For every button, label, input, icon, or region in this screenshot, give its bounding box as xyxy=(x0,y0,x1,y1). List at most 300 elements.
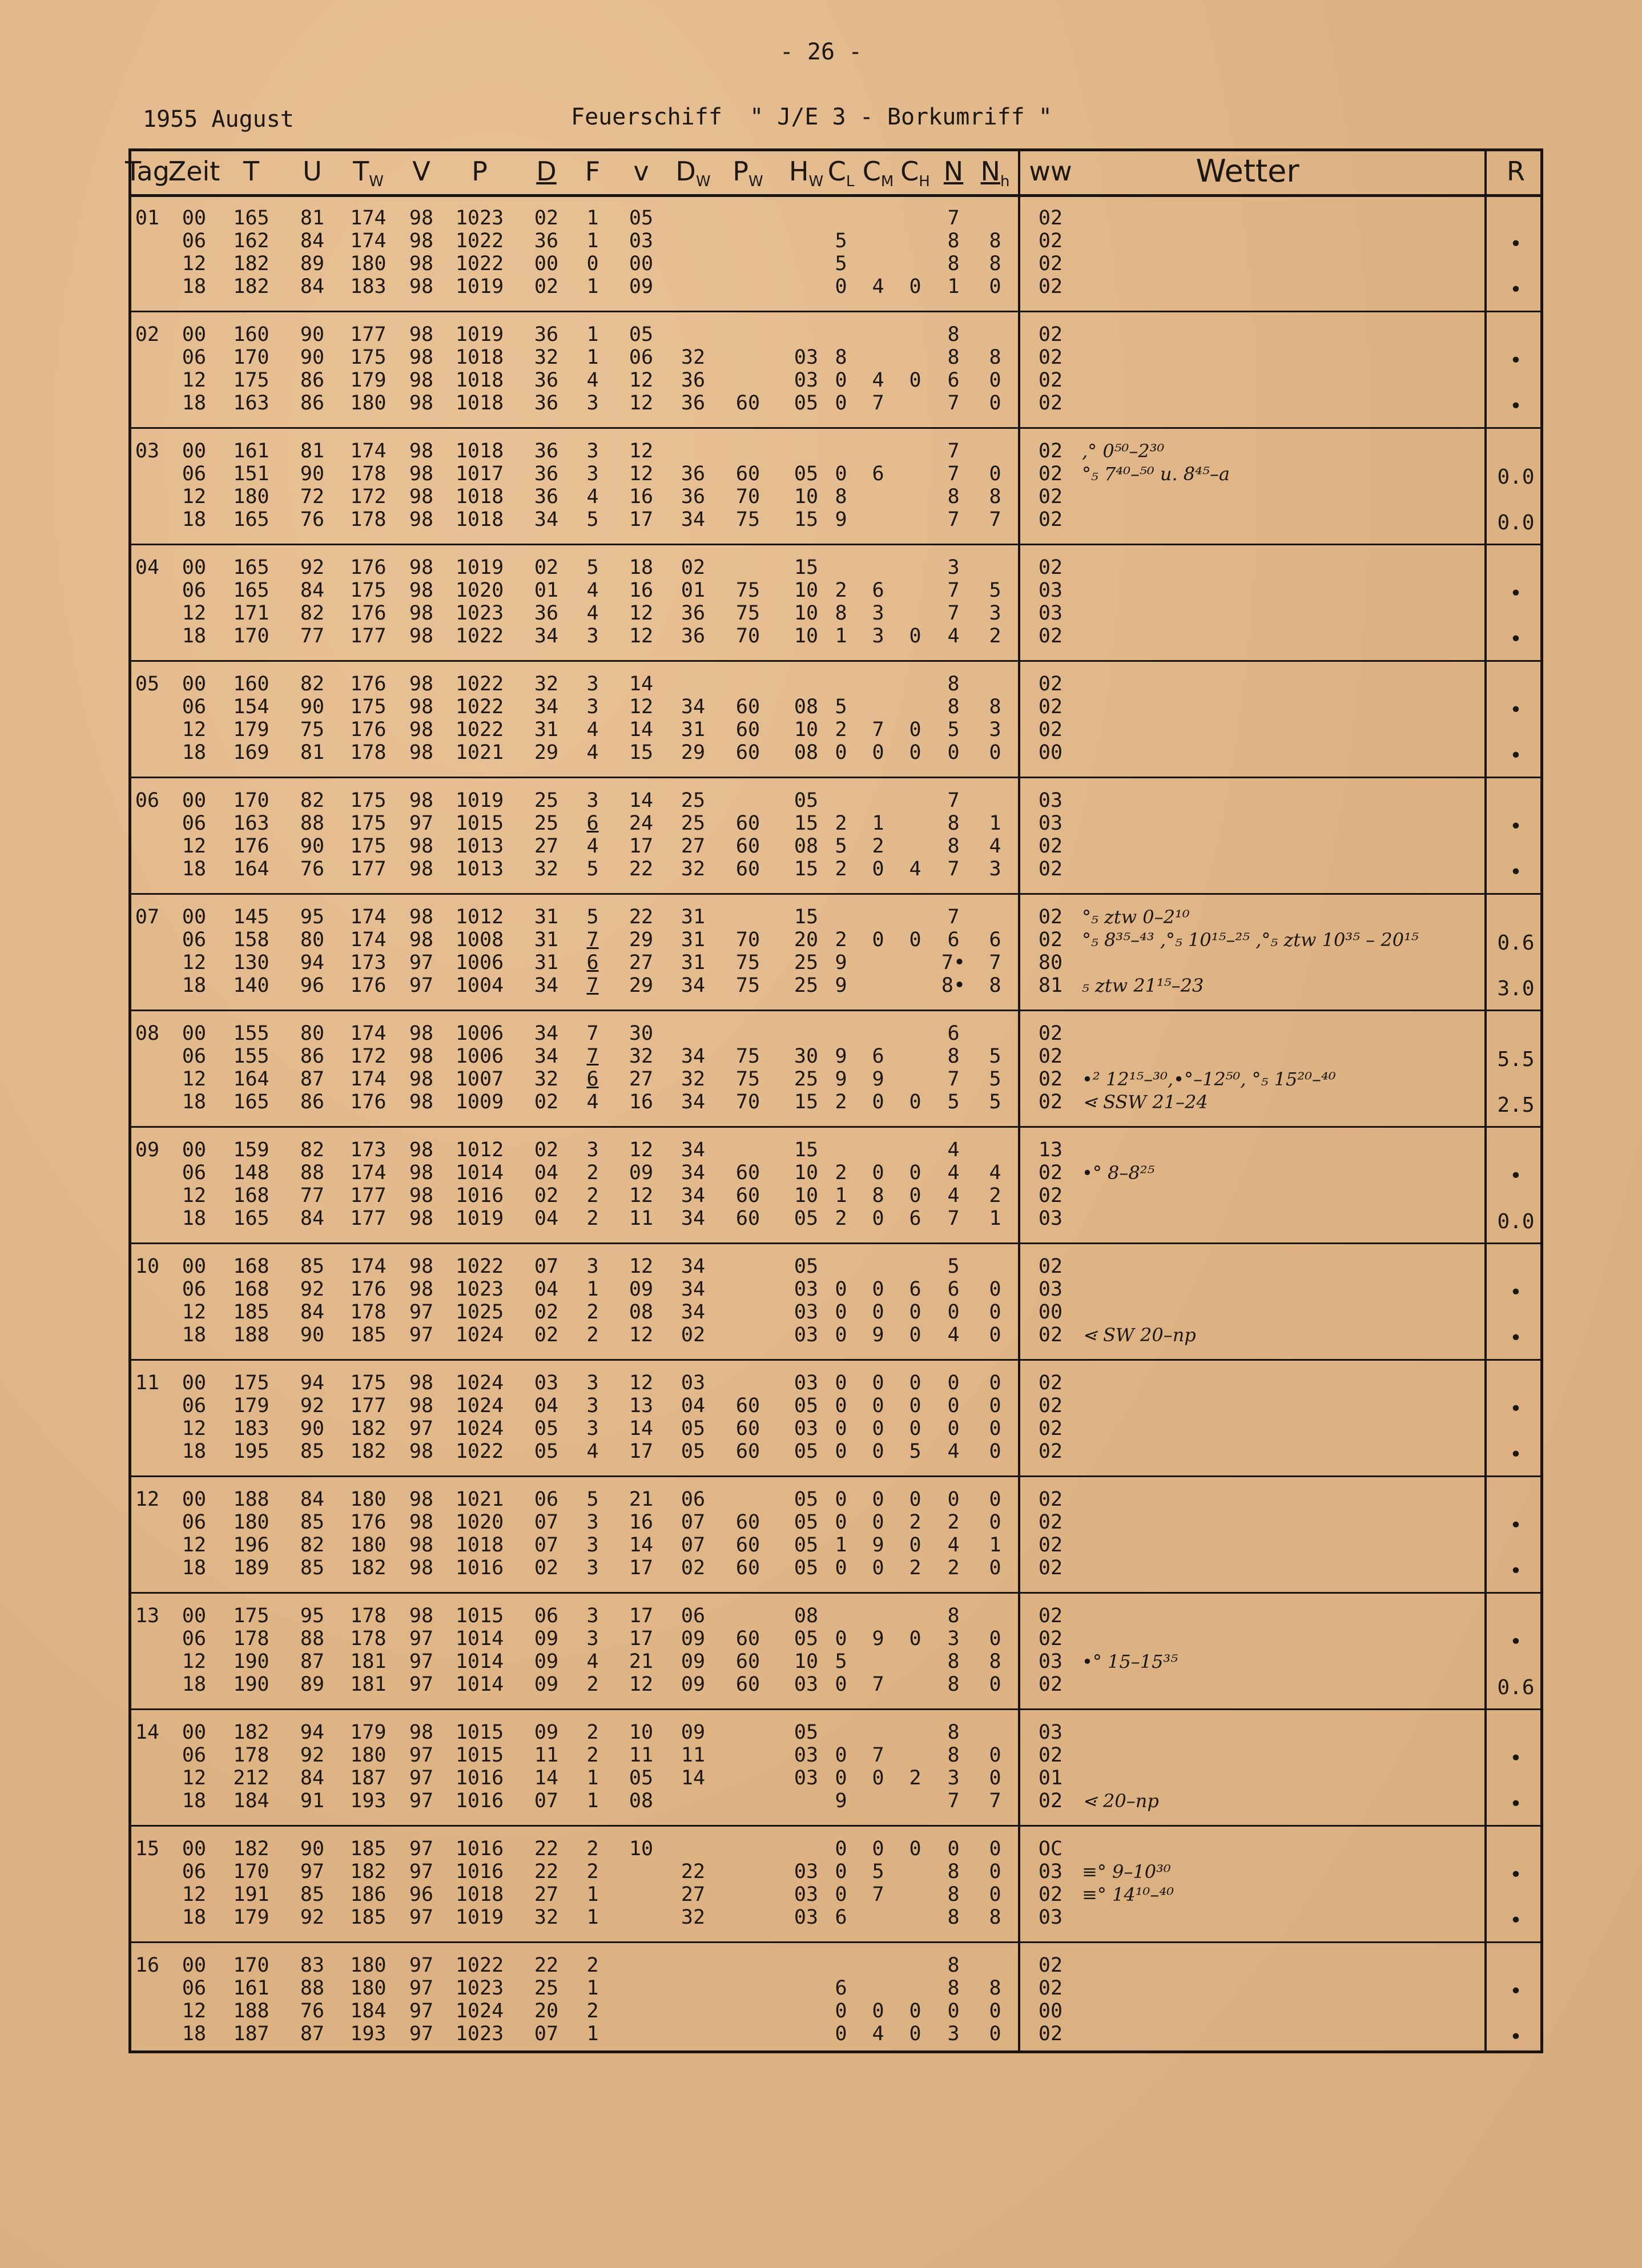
obs-cell: 3 xyxy=(586,1534,599,1557)
obs-cell: 2 xyxy=(586,1860,599,1883)
obs-cell: 25 xyxy=(794,1068,819,1091)
obs-cell: 82 xyxy=(300,1534,325,1557)
obs-cell: 168 xyxy=(233,1278,269,1301)
obs-cell: 4 xyxy=(586,1650,599,1673)
obs-cell: 1016 xyxy=(455,1837,504,1860)
obs-cell: 8 xyxy=(835,346,847,369)
obs-cell: 4 xyxy=(586,741,599,764)
obs-cell: 0 xyxy=(835,741,847,764)
obs-cell: 25 xyxy=(534,789,559,812)
precip-amount: 0.6 xyxy=(1497,931,1535,955)
obs-cell: 0 xyxy=(947,1488,960,1511)
header-date: 1955 August xyxy=(143,106,294,132)
obs-cell: 4 xyxy=(586,579,599,602)
obs-cell: 12 xyxy=(182,1184,207,1207)
obs-cell: 03 xyxy=(681,1372,706,1394)
obs-cell: 1 xyxy=(989,1207,1001,1230)
obs-cell: 1 xyxy=(586,1977,599,2000)
obs-cell: 02 xyxy=(1038,1954,1063,1977)
obs-cell: 12 xyxy=(629,463,654,485)
obs-cell: 2 xyxy=(835,579,847,602)
obs-cell: 75 xyxy=(735,1045,760,1068)
obs-cell: 1024 xyxy=(455,1324,504,1346)
obs-cell: 8 xyxy=(947,1883,960,1906)
obs-cell: 02 xyxy=(1038,440,1063,463)
obs-cell: 02 xyxy=(534,275,559,298)
obs-cell: 05 xyxy=(794,1488,819,1511)
obs-cell: 02 xyxy=(1038,485,1063,508)
obs-cell: 82 xyxy=(300,1139,325,1161)
obs-cell: 98 xyxy=(409,1394,434,1417)
obs-cell: 07 xyxy=(534,1790,559,1812)
obs-cell: 10 xyxy=(794,485,819,508)
obs-cell: 1015 xyxy=(455,1721,504,1744)
obs-cell: 97 xyxy=(409,1767,434,1790)
obs-cell: 34 xyxy=(534,508,559,531)
column-header-label: P xyxy=(472,156,488,187)
obs-cell: 00 xyxy=(182,556,207,579)
obs-cell: 15 xyxy=(794,556,819,579)
obs-cell: 1022 xyxy=(455,1954,504,1977)
obs-cell: 97 xyxy=(409,812,434,835)
obs-cell: 1019 xyxy=(455,323,504,346)
obs-cell: 1016 xyxy=(455,1767,504,1790)
obs-cell: 32 xyxy=(534,858,559,880)
obs-cell: 0 xyxy=(835,275,847,298)
obs-cell: 5 xyxy=(947,718,960,741)
day-separator xyxy=(128,427,1543,429)
obs-cell: 02 xyxy=(1038,718,1063,741)
obs-cell: 98 xyxy=(409,230,434,252)
obs-cell: 172 xyxy=(350,1045,387,1068)
obs-cell: 13 xyxy=(629,1394,654,1417)
obs-cell: 0 xyxy=(909,928,921,951)
obs-cell: 05 xyxy=(794,1207,819,1230)
obs-cell: 84 xyxy=(300,1207,325,1230)
obs-cell: 8 xyxy=(947,1605,960,1627)
obs-cell: 1 xyxy=(586,1278,599,1301)
precip-dot: • xyxy=(1510,1164,1522,1188)
obs-cell: 00 xyxy=(182,1721,207,1744)
obs-cell: 02 xyxy=(534,1301,559,1324)
obs-cell: 174 xyxy=(350,1022,387,1045)
obs-cell: 90 xyxy=(300,1837,325,1860)
obs-cell: 22 xyxy=(681,1860,706,1883)
obs-cell: 04 xyxy=(681,1394,706,1417)
obs-cell: 9 xyxy=(872,1627,884,1650)
obs-cell: 0 xyxy=(989,1324,1001,1346)
precip-dot: • xyxy=(1510,1281,1522,1304)
obs-cell: 27 xyxy=(681,835,706,858)
obs-cell: 83 xyxy=(300,1954,325,1977)
obs-cell: 92 xyxy=(300,1278,325,1301)
obs-cell: 03 xyxy=(794,1278,819,1301)
weather-note: °₅ ztw 0–2¹⁰ xyxy=(1082,906,1190,928)
obs-cell: 16 xyxy=(629,485,654,508)
obs-cell: 3 xyxy=(586,1627,599,1650)
obs-cell: 2 xyxy=(835,718,847,741)
obs-cell: 98 xyxy=(409,1255,434,1278)
obs-cell: 5 xyxy=(872,1860,884,1883)
column-header-subscript: M xyxy=(880,173,894,191)
obs-cell: 8 xyxy=(835,602,847,625)
obs-cell: 8 xyxy=(947,346,960,369)
obs-cell: 36 xyxy=(681,485,706,508)
obs-cell: 2 xyxy=(835,812,847,835)
obs-cell: 80 xyxy=(300,928,325,951)
obs-cell: 12 xyxy=(629,392,654,415)
obs-cell: 0 xyxy=(835,1278,847,1301)
obs-cell: 2 xyxy=(586,1673,599,1696)
obs-cell: 185 xyxy=(350,1324,387,1346)
obs-cell: 12 xyxy=(629,625,654,648)
obs-cell: 4 xyxy=(586,1440,599,1463)
obs-cell: 12 xyxy=(629,369,654,392)
obs-cell: 94 xyxy=(300,1372,325,1394)
obs-cell: 75 xyxy=(735,602,760,625)
obs-cell: 09 xyxy=(534,1673,559,1696)
obs-cell: 0 xyxy=(909,2022,921,2045)
obs-cell: 1022 xyxy=(455,1440,504,1463)
obs-cell: 02 xyxy=(1038,1673,1063,1696)
obs-cell: 25 xyxy=(681,812,706,835)
obs-cell: 1006 xyxy=(455,951,504,974)
obs-cell: 0 xyxy=(909,369,921,392)
obs-cell: 36 xyxy=(681,602,706,625)
obs-cell: 7 xyxy=(586,1022,599,1045)
obs-cell: 60 xyxy=(735,1557,760,1579)
obs-cell: 27 xyxy=(629,1068,654,1091)
obs-cell: 02 xyxy=(1038,1417,1063,1440)
obs-cell: 7 xyxy=(872,1673,884,1696)
obs-cell: 97 xyxy=(409,1417,434,1440)
obs-cell: 98 xyxy=(409,625,434,648)
obs-cell: 0 xyxy=(947,1372,960,1394)
obs-cell: 1 xyxy=(835,1534,847,1557)
obs-cell: 98 xyxy=(409,1440,434,1463)
obs-cell: 02 xyxy=(1038,906,1063,928)
obs-cell: 4 xyxy=(586,835,599,858)
obs-cell: 02 xyxy=(1038,1557,1063,1579)
obs-cell: 190 xyxy=(233,1650,269,1673)
obs-cell: 6 xyxy=(947,369,960,392)
obs-cell: 1008 xyxy=(455,928,504,951)
obs-cell: 5 xyxy=(989,1091,1001,1113)
precip-amount: 0.0 xyxy=(1497,511,1535,534)
header-station: Feuerschiff " J/E 3 - Borkumriff " xyxy=(571,104,1052,130)
obs-cell: 97 xyxy=(409,974,434,997)
obs-cell: 02 xyxy=(1038,346,1063,369)
obs-cell: 18 xyxy=(182,1207,207,1230)
obs-cell: 3 xyxy=(989,602,1001,625)
obs-cell: 183 xyxy=(233,1417,269,1440)
precip-dot: • xyxy=(1510,395,1522,418)
obs-cell: 00 xyxy=(182,440,207,463)
obs-cell: 25 xyxy=(794,974,819,997)
obs-cell: 4 xyxy=(989,835,1001,858)
obs-cell: 7• xyxy=(941,951,966,974)
obs-cell: 176 xyxy=(350,1511,387,1534)
obs-cell: 178 xyxy=(233,1744,269,1767)
obs-cell: 97 xyxy=(409,1744,434,1767)
obs-cell: 34 xyxy=(534,625,559,648)
obs-cell: 70 xyxy=(735,1091,760,1113)
obs-cell: 60 xyxy=(735,1673,760,1696)
obs-cell: 25 xyxy=(681,789,706,812)
obs-cell: 0 xyxy=(872,1161,884,1184)
obs-cell: 02 xyxy=(1038,1184,1063,1207)
obs-cell: 02 xyxy=(1038,1255,1063,1278)
obs-cell: 8 xyxy=(947,1954,960,1977)
obs-cell: 02 xyxy=(1038,1324,1063,1346)
obs-cell: 85 xyxy=(300,1255,325,1278)
obs-cell: 176 xyxy=(350,1278,387,1301)
obs-cell: 09 xyxy=(681,1673,706,1696)
obs-cell: 06 xyxy=(182,1161,207,1184)
obs-cell: 05 xyxy=(629,207,654,230)
obs-cell: 25 xyxy=(534,812,559,835)
obs-cell: 170 xyxy=(233,625,269,648)
obs-cell: 1 xyxy=(586,1906,599,1929)
obs-cell: 2 xyxy=(586,2000,599,2022)
obs-cell: 02 xyxy=(534,556,559,579)
precip-dot: • xyxy=(1510,1980,1522,2003)
obs-cell: 170 xyxy=(233,789,269,812)
precip-amount: 5.5 xyxy=(1497,1048,1535,1071)
obs-cell: 92 xyxy=(300,556,325,579)
obs-cell: 6 xyxy=(989,928,1001,951)
obs-cell: 98 xyxy=(409,1068,434,1091)
obs-cell: 0 xyxy=(835,1511,847,1534)
obs-cell: 1018 xyxy=(455,369,504,392)
obs-cell: 98 xyxy=(409,1372,434,1394)
obs-cell: 4 xyxy=(947,1161,960,1184)
obs-cell: 05 xyxy=(534,1417,559,1440)
obs-cell: 1020 xyxy=(455,579,504,602)
obs-cell: 32 xyxy=(681,1068,706,1091)
obs-cell: 0 xyxy=(989,369,1001,392)
obs-cell: 27 xyxy=(534,1883,559,1906)
obs-cell: 6 xyxy=(947,1022,960,1045)
obs-cell: 98 xyxy=(409,928,434,951)
day-number: 12 xyxy=(135,1488,160,1511)
obs-cell: 15 xyxy=(794,858,819,880)
obs-cell: 1 xyxy=(586,1883,599,1906)
obs-cell: 178 xyxy=(350,1627,387,1650)
obs-cell: 06 xyxy=(629,346,654,369)
obs-cell: 02 xyxy=(1038,1161,1063,1184)
obs-cell: 6 xyxy=(872,1045,884,1068)
obs-cell: 1016 xyxy=(455,1557,504,1579)
obs-cell: 1015 xyxy=(455,812,504,835)
obs-cell: 3 xyxy=(947,556,960,579)
obs-cell: 22 xyxy=(534,1954,559,1977)
obs-cell: 5 xyxy=(947,1255,960,1278)
obs-cell: 3 xyxy=(586,1372,599,1394)
obs-cell: 0 xyxy=(835,1744,847,1767)
obs-cell: 7 xyxy=(586,928,599,951)
obs-cell: 06 xyxy=(681,1488,706,1511)
obs-cell: 05 xyxy=(534,1440,559,1463)
obs-cell: 175 xyxy=(350,695,387,718)
obs-cell: 0 xyxy=(872,1301,884,1324)
obs-cell: 4 xyxy=(872,275,884,298)
obs-cell: 182 xyxy=(350,1557,387,1579)
obs-cell: 188 xyxy=(233,1488,269,1511)
obs-cell: 05 xyxy=(794,463,819,485)
obs-cell: 8 xyxy=(989,230,1001,252)
obs-cell: 80 xyxy=(300,1022,325,1045)
obs-cell: 02 xyxy=(1038,1790,1063,1812)
obs-cell: 14 xyxy=(681,1767,706,1790)
obs-cell: 01 xyxy=(681,579,706,602)
obs-cell: 18 xyxy=(182,1906,207,1929)
obs-cell: 03 xyxy=(794,369,819,392)
obs-cell: 7 xyxy=(947,1207,960,1230)
obs-cell: 177 xyxy=(350,1394,387,1417)
obs-cell: 6 xyxy=(586,951,599,974)
obs-cell: 12 xyxy=(182,835,207,858)
obs-cell: 1023 xyxy=(455,2022,504,2045)
obs-cell: 10 xyxy=(794,602,819,625)
obs-cell: 0 xyxy=(872,1417,884,1440)
obs-cell: 76 xyxy=(300,508,325,531)
obs-cell: 8• xyxy=(941,974,966,997)
obs-cell: 0 xyxy=(835,392,847,415)
obs-cell: 6 xyxy=(835,1906,847,1929)
obs-cell: 5 xyxy=(947,1091,960,1113)
obs-cell: 98 xyxy=(409,346,434,369)
column-header xyxy=(789,153,823,190)
obs-cell: 0 xyxy=(872,741,884,764)
obs-cell: 90 xyxy=(300,463,325,485)
obs-cell: 02 xyxy=(1038,369,1063,392)
obs-cell: 0 xyxy=(909,1091,921,1113)
obs-cell: 1018 xyxy=(455,440,504,463)
obs-cell: 2 xyxy=(586,1301,599,1324)
obs-cell: 9 xyxy=(835,508,847,531)
obs-cell: 158 xyxy=(233,928,269,951)
day-separator xyxy=(128,1592,1543,1594)
obs-cell: 98 xyxy=(409,1022,434,1045)
obs-cell: 182 xyxy=(233,252,269,275)
obs-cell: 2 xyxy=(835,858,847,880)
obs-cell: 18 xyxy=(182,1790,207,1812)
obs-cell: 182 xyxy=(350,1860,387,1883)
obs-cell: 0 xyxy=(989,2022,1001,2045)
obs-cell: 0 xyxy=(872,1091,884,1113)
obs-cell: 1 xyxy=(586,1767,599,1790)
obs-cell: 02 xyxy=(534,1091,559,1113)
obs-cell: 8 xyxy=(947,673,960,695)
obs-cell: 75 xyxy=(735,579,760,602)
obs-cell: 12 xyxy=(182,951,207,974)
obs-cell: 161 xyxy=(233,440,269,463)
column-header-label: Zeit xyxy=(168,156,220,187)
obs-cell: 22 xyxy=(534,1837,559,1860)
weather-note: ,° 0⁵⁰–2³⁰ xyxy=(1082,440,1165,462)
obs-cell: 10 xyxy=(794,718,819,741)
obs-cell: 0 xyxy=(909,1488,921,1511)
day-separator xyxy=(128,544,1543,545)
day-separator xyxy=(128,1359,1543,1361)
obs-cell: 1013 xyxy=(455,835,504,858)
obs-cell: 82 xyxy=(300,673,325,695)
obs-cell: 98 xyxy=(409,858,434,880)
obs-cell: 90 xyxy=(300,1417,325,1440)
obs-cell: 0 xyxy=(872,1837,884,1860)
column-header xyxy=(900,153,930,190)
obs-cell: 98 xyxy=(409,835,434,858)
obs-cell: 86 xyxy=(300,1091,325,1113)
obs-cell: 09 xyxy=(681,1627,706,1650)
obs-cell: 5 xyxy=(835,835,847,858)
column-header xyxy=(733,153,763,190)
obs-cell: 32 xyxy=(629,1045,654,1068)
obs-cell: 12 xyxy=(182,252,207,275)
obs-cell: 8 xyxy=(872,1184,884,1207)
obs-cell: 90 xyxy=(300,835,325,858)
obs-cell: 175 xyxy=(350,835,387,858)
obs-cell: 03 xyxy=(794,1372,819,1394)
obs-cell: 0 xyxy=(872,1511,884,1534)
column-header-label: U xyxy=(303,156,322,187)
obs-cell: 60 xyxy=(735,463,760,485)
obs-cell: 12 xyxy=(182,2000,207,2022)
obs-cell: 84 xyxy=(300,1767,325,1790)
obs-cell: 0 xyxy=(909,1837,921,1860)
weather-note: ⋖ SW 20–np xyxy=(1082,1324,1196,1346)
obs-cell: 18 xyxy=(182,2022,207,2045)
obs-cell: 03 xyxy=(1038,789,1063,812)
obs-cell: 0 xyxy=(989,2000,1001,2022)
obs-cell: 165 xyxy=(233,207,269,230)
obs-cell: 97 xyxy=(409,2022,434,2045)
obs-cell: 8 xyxy=(947,1744,960,1767)
obs-cell: 0 xyxy=(989,275,1001,298)
obs-cell: 2 xyxy=(586,1184,599,1207)
obs-cell: 164 xyxy=(233,1068,269,1091)
obs-cell: 151 xyxy=(233,463,269,485)
column-header xyxy=(828,153,855,190)
obs-cell: 15 xyxy=(794,1139,819,1161)
obs-cell: 186 xyxy=(350,1883,387,1906)
obs-cell: 154 xyxy=(233,695,269,718)
obs-cell: 15 xyxy=(629,741,654,764)
obs-cell: 00 xyxy=(182,1837,207,1860)
obs-cell: 02 xyxy=(1038,392,1063,415)
obs-cell: 1022 xyxy=(455,230,504,252)
obs-cell: 4 xyxy=(586,1091,599,1113)
obs-cell: 0 xyxy=(989,1883,1001,1906)
obs-cell: 36 xyxy=(681,463,706,485)
obs-cell: 60 xyxy=(735,741,760,764)
obs-cell: 8 xyxy=(947,1673,960,1696)
obs-cell: 1019 xyxy=(455,1207,504,1230)
obs-cell: 0 xyxy=(835,1417,847,1440)
obs-cell: 0 xyxy=(835,1324,847,1346)
day-separator xyxy=(128,1242,1543,1244)
obs-cell: 98 xyxy=(409,1207,434,1230)
obs-cell: 30 xyxy=(794,1045,819,1068)
obs-cell: 4 xyxy=(947,1184,960,1207)
obs-cell: 94 xyxy=(300,1721,325,1744)
obs-cell: 7 xyxy=(872,392,884,415)
obs-cell: 22 xyxy=(534,1860,559,1883)
obs-cell: 9 xyxy=(835,1045,847,1068)
obs-cell: 98 xyxy=(409,579,434,602)
obs-cell: 1012 xyxy=(455,1139,504,1161)
